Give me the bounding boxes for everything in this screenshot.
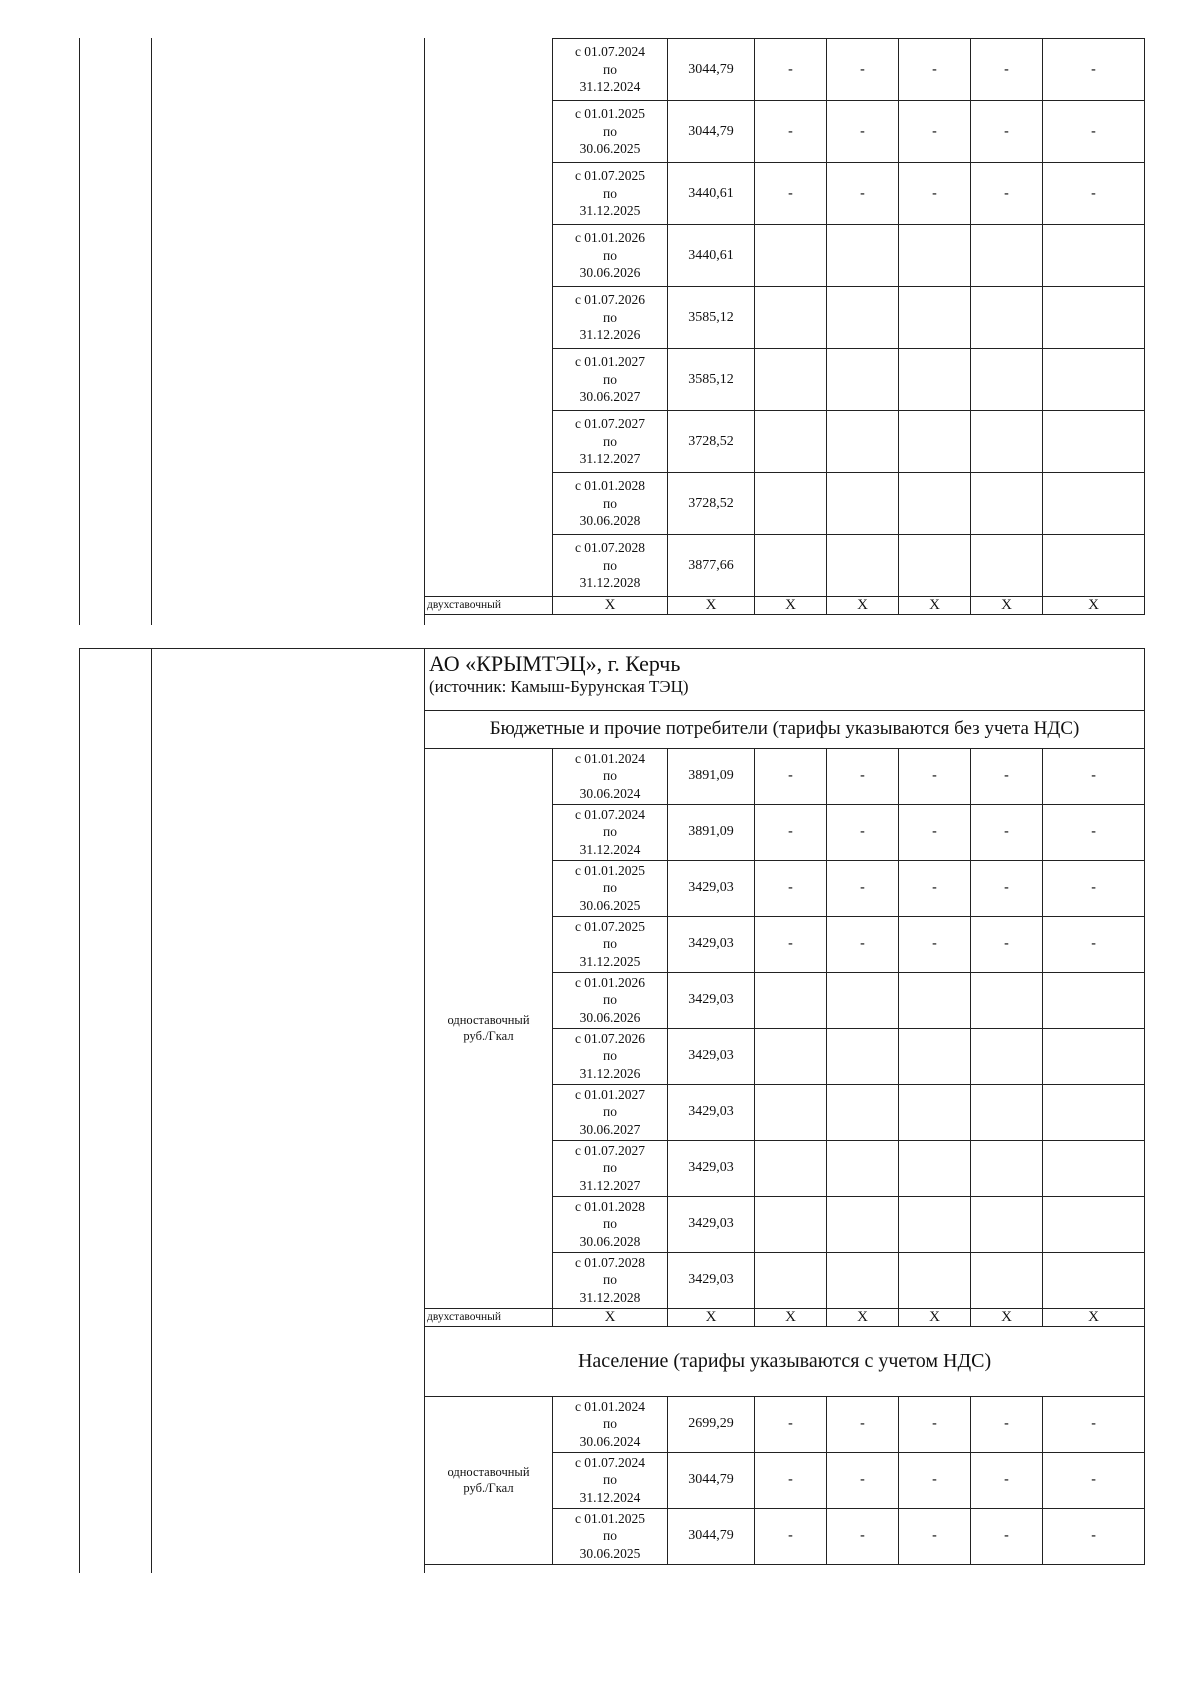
tariff-extra-cell: - <box>755 916 827 972</box>
period-po: по <box>603 824 617 840</box>
organization-header <box>425 648 1145 710</box>
period-cell <box>553 1028 668 1084</box>
rate-unit-label: руб./Гкал <box>463 1481 514 1495</box>
tariff-extra-cell: - <box>971 163 1043 225</box>
tariff-value: 3429,03 <box>668 916 755 972</box>
tariff-extra-cell: - <box>899 916 971 972</box>
period-from: с 01.01.2025 <box>574 106 646 122</box>
tariff-extra-cell <box>827 349 899 411</box>
tariff-extra-cell <box>1043 1252 1145 1308</box>
period-po: по <box>603 1216 617 1232</box>
period-po: по <box>603 557 617 573</box>
tariff-extra-cell <box>755 349 827 411</box>
tariff-extra-cell: - <box>1043 1452 1145 1508</box>
period-to: 31.12.2025 <box>579 203 641 219</box>
tariff-extra-cell <box>899 473 971 535</box>
period-to: 30.06.2028 <box>579 1233 641 1249</box>
x-cell: X <box>827 1308 899 1326</box>
tariff-value: 3429,03 <box>668 1196 755 1252</box>
tariff-extra-cell <box>755 1252 827 1308</box>
consumer-category-budget <box>425 710 1145 748</box>
period-po: по <box>603 1048 617 1064</box>
tariff-extra-cell: - <box>899 1508 971 1564</box>
column-border-1b <box>79 648 80 1573</box>
tariff-value: 3877,66 <box>668 535 755 597</box>
period-cell <box>553 535 668 597</box>
period-from: с 01.07.2027 <box>574 416 646 432</box>
period-from: с 01.01.2024 <box>574 750 646 766</box>
tariff-extra-cell <box>755 287 827 349</box>
period-from: с 01.07.2025 <box>574 168 646 184</box>
two-rate-label: двухставочный <box>425 1308 553 1326</box>
period-cell <box>553 287 668 349</box>
period-po: по <box>603 309 617 325</box>
x-cell: X <box>899 597 971 615</box>
period-po: по <box>603 1272 617 1288</box>
tariff-extra-cell <box>899 535 971 597</box>
tariff-extra-cell <box>971 972 1043 1028</box>
period-from: с 01.07.2028 <box>574 1254 646 1270</box>
tariff-extra-cell <box>755 1028 827 1084</box>
period-from: с 01.01.2027 <box>574 1086 646 1102</box>
tariff-extra-cell <box>827 287 899 349</box>
period-from: с 01.07.2026 <box>574 292 646 308</box>
tariff-extra-cell <box>899 1028 971 1084</box>
x-cell: X <box>553 1308 668 1326</box>
period-from: с 01.01.2024 <box>574 1398 646 1414</box>
tariff-extra-cell <box>971 411 1043 473</box>
tariff-extra-cell: - <box>755 1452 827 1508</box>
period-from: с 01.01.2027 <box>574 354 646 370</box>
tariff-extra-cell <box>971 1252 1043 1308</box>
period-to: 31.12.2025 <box>579 953 641 969</box>
tariff-extra-cell: - <box>971 804 1043 860</box>
period-cell <box>553 748 668 804</box>
period-po: по <box>603 123 617 139</box>
tariff-extra-cell <box>971 349 1043 411</box>
period-cell <box>553 163 668 225</box>
period-to: 30.06.2025 <box>579 1545 641 1561</box>
period-po: по <box>603 61 617 77</box>
period-po: по <box>603 936 617 952</box>
period-cell <box>553 916 668 972</box>
tariff-value: 3429,03 <box>668 972 755 1028</box>
tariff-value: 3728,52 <box>668 473 755 535</box>
tariff-value: 3429,03 <box>668 860 755 916</box>
tariff-row <box>425 1396 1145 1452</box>
x-cell: X <box>827 597 899 615</box>
organization-name: АО «КРЫМТЭЦ», г. Керчь <box>429 651 681 676</box>
tariff-extra-cell: - <box>755 39 827 101</box>
tariff-extra-cell <box>899 972 971 1028</box>
tariff-extra-cell: - <box>827 804 899 860</box>
x-cell: X <box>899 1308 971 1326</box>
period-to: 30.06.2027 <box>579 1121 641 1137</box>
period-po: по <box>603 1472 617 1488</box>
tariff-value: 3044,79 <box>668 39 755 101</box>
tariff-extra-cell <box>1043 225 1145 287</box>
period-cell <box>553 473 668 535</box>
tariff-extra-cell: - <box>899 1452 971 1508</box>
tariff-extra-cell: - <box>1043 916 1145 972</box>
period-to: 30.06.2024 <box>579 1433 641 1449</box>
x-cell: X <box>971 1308 1043 1326</box>
tariff-extra-cell <box>755 535 827 597</box>
period-cell <box>553 804 668 860</box>
tariff-extra-cell <box>899 349 971 411</box>
tariff-value: 3728,52 <box>668 411 755 473</box>
period-to: 31.12.2028 <box>579 1289 641 1305</box>
tariff-extra-cell <box>971 1140 1043 1196</box>
tariff-extra-cell <box>1043 473 1145 535</box>
period-to: 30.06.2024 <box>579 785 641 801</box>
period-cell <box>553 1196 668 1252</box>
tariff-value: 3891,09 <box>668 748 755 804</box>
tariff-value: 3891,09 <box>668 804 755 860</box>
tariff-extra-cell <box>971 287 1043 349</box>
tariff-extra-cell <box>899 1252 971 1308</box>
tariff-extra-cell: - <box>755 804 827 860</box>
period-cell <box>553 349 668 411</box>
tariff-value: 3440,61 <box>668 225 755 287</box>
x-cell: X <box>971 597 1043 615</box>
tariff-extra-cell <box>827 1252 899 1308</box>
tariff-extra-cell <box>899 1084 971 1140</box>
tariff-extra-cell <box>827 1028 899 1084</box>
rate-type-cell <box>425 1396 553 1564</box>
tariff-extra-cell <box>971 225 1043 287</box>
period-from: с 01.01.2025 <box>574 1510 646 1526</box>
tariff-extra-cell: - <box>899 860 971 916</box>
tariff-value: 3044,79 <box>668 1508 755 1564</box>
tariff-extra-cell <box>1043 1028 1145 1084</box>
tariff-value: 3585,12 <box>668 349 755 411</box>
period-po: по <box>603 1528 617 1544</box>
tariff-extra-cell <box>1043 411 1145 473</box>
two-rate-row <box>425 1308 1145 1326</box>
tariff-extra-cell <box>899 1196 971 1252</box>
period-po: по <box>603 1104 617 1120</box>
tariff-extra-cell: - <box>1043 163 1145 225</box>
tariff-table-krymtec <box>424 648 1145 1565</box>
tariff-extra-cell: - <box>971 39 1043 101</box>
tariff-value: 3585,12 <box>668 287 755 349</box>
tariff-extra-cell: - <box>827 163 899 225</box>
period-po: по <box>603 247 617 263</box>
period-to: 30.06.2025 <box>579 897 641 913</box>
tariff-value: 3429,03 <box>668 1028 755 1084</box>
period-from: с 01.07.2024 <box>574 1454 646 1470</box>
tariff-extra-cell: - <box>827 1452 899 1508</box>
period-to: 30.06.2025 <box>579 141 641 157</box>
tariff-extra-cell: - <box>755 748 827 804</box>
tariff-extra-cell: - <box>971 1508 1043 1564</box>
tariff-extra-cell <box>971 1084 1043 1140</box>
tariff-extra-cell: - <box>899 39 971 101</box>
tariff-extra-cell: - <box>1043 1396 1145 1452</box>
period-po: по <box>603 1416 617 1432</box>
tariff-value: 3044,79 <box>668 1452 755 1508</box>
tariff-extra-cell: - <box>899 804 971 860</box>
tariff-extra-cell: - <box>827 748 899 804</box>
tariff-extra-cell <box>755 411 827 473</box>
tariff-extra-cell: - <box>827 860 899 916</box>
tariff-value: 3429,03 <box>668 1140 755 1196</box>
x-cell: X <box>668 1308 755 1326</box>
period-from: с 01.01.2028 <box>574 1198 646 1214</box>
period-po: по <box>603 433 617 449</box>
tariff-extra-cell <box>755 1196 827 1252</box>
tariff-extra-cell: - <box>827 916 899 972</box>
tariff-extra-cell <box>755 473 827 535</box>
column-border-1 <box>79 38 80 625</box>
period-from: с 01.07.2026 <box>574 1030 646 1046</box>
two-rate-label: двухставочный <box>425 597 553 615</box>
tariff-value: 2699,29 <box>668 1396 755 1452</box>
period-to: 30.06.2026 <box>579 1009 641 1025</box>
column-border-2 <box>151 38 152 625</box>
period-from: с 01.07.2028 <box>574 540 646 556</box>
tariff-extra-cell <box>1043 972 1145 1028</box>
period-po: по <box>603 1160 617 1176</box>
x-cell: X <box>1043 597 1145 615</box>
period-po: по <box>603 371 617 387</box>
tariff-extra-cell: - <box>827 39 899 101</box>
two-rate-row <box>425 597 1145 615</box>
tariff-extra-cell <box>755 972 827 1028</box>
tariff-extra-cell: - <box>1043 101 1145 163</box>
tariff-extra-cell <box>899 411 971 473</box>
tariff-extra-cell: - <box>1043 1508 1145 1564</box>
organization-source: (источник: Камыш-Бурунская ТЭЦ) <box>429 677 689 696</box>
period-to: 31.12.2027 <box>579 1177 641 1193</box>
period-to: 31.12.2024 <box>579 841 641 857</box>
x-cell: X <box>553 597 668 615</box>
tariff-row <box>425 39 1145 101</box>
tariff-table-continued <box>424 38 1145 615</box>
tariff-value: 3429,03 <box>668 1252 755 1308</box>
tariff-value: 3440,61 <box>668 163 755 225</box>
tariff-extra-cell: - <box>899 748 971 804</box>
period-po: по <box>603 495 617 511</box>
tariff-extra-cell <box>827 473 899 535</box>
x-cell: X <box>668 597 755 615</box>
tariff-extra-cell <box>971 473 1043 535</box>
tariff-extra-cell: - <box>971 101 1043 163</box>
period-cell <box>553 860 668 916</box>
tariff-extra-cell <box>1043 1196 1145 1252</box>
period-cell <box>553 1084 668 1140</box>
rate-type-cell <box>425 39 553 597</box>
tariff-extra-cell <box>1043 287 1145 349</box>
period-cell <box>553 101 668 163</box>
tariff-extra-cell <box>755 1084 827 1140</box>
tariff-extra-cell: - <box>971 748 1043 804</box>
tariff-extra-cell: - <box>1043 860 1145 916</box>
period-from: с 01.07.2024 <box>574 806 646 822</box>
period-from: с 01.01.2026 <box>574 230 646 246</box>
period-po: по <box>603 185 617 201</box>
tariff-extra-cell: - <box>755 1396 827 1452</box>
period-po: по <box>603 768 617 784</box>
period-cell <box>553 1396 668 1452</box>
tariff-extra-cell <box>827 1084 899 1140</box>
tariff-extra-cell: - <box>971 1396 1043 1452</box>
period-po: по <box>603 992 617 1008</box>
period-to: 30.06.2026 <box>579 265 641 281</box>
period-to: 31.12.2027 <box>579 451 641 467</box>
tariff-extra-cell: - <box>755 101 827 163</box>
tariff-extra-cell: - <box>971 860 1043 916</box>
period-cell <box>553 1252 668 1308</box>
tariff-extra-cell <box>1043 1140 1145 1196</box>
period-from: с 01.07.2025 <box>574 918 646 934</box>
consumer-category-population-text: Население (тарифы указываются с учетом НДС) <box>577 1349 992 1372</box>
period-to: 30.06.2027 <box>579 389 641 405</box>
period-cell <box>553 225 668 287</box>
rate-type-cell <box>425 748 553 1308</box>
period-cell <box>553 1140 668 1196</box>
rate-type-label: одноставочный <box>447 1465 530 1479</box>
tariff-extra-cell <box>1043 535 1145 597</box>
period-cell <box>553 411 668 473</box>
tariff-extra-cell <box>1043 349 1145 411</box>
tariff-extra-cell: - <box>971 916 1043 972</box>
period-from: с 01.01.2028 <box>574 478 646 494</box>
period-from: с 01.01.2025 <box>574 862 646 878</box>
tariff-extra-cell <box>827 1196 899 1252</box>
rate-unit-label: руб./Гкал <box>463 1029 514 1043</box>
period-to: 31.12.2026 <box>579 1065 641 1081</box>
period-to: 31.12.2024 <box>579 1489 641 1505</box>
rate-type-label: одноставочный <box>447 1013 530 1027</box>
period-from: с 01.07.2027 <box>574 1142 646 1158</box>
period-to: 30.06.2028 <box>579 513 641 529</box>
period-cell <box>553 1452 668 1508</box>
tariff-extra-cell: - <box>827 101 899 163</box>
period-to: 31.12.2024 <box>579 79 641 95</box>
tariff-extra-cell: - <box>827 1396 899 1452</box>
tariff-extra-cell: - <box>755 163 827 225</box>
tariff-extra-cell: - <box>1043 804 1145 860</box>
tariff-extra-cell <box>827 535 899 597</box>
tariff-extra-cell <box>827 972 899 1028</box>
period-to: 31.12.2026 <box>579 327 641 343</box>
x-cell: X <box>1043 1308 1145 1326</box>
tariff-extra-cell: - <box>1043 39 1145 101</box>
period-from: с 01.01.2026 <box>574 974 646 990</box>
tariff-extra-cell <box>971 1028 1043 1084</box>
tariff-extra-cell <box>827 411 899 473</box>
tariff-extra-cell: - <box>899 101 971 163</box>
tariff-extra-cell: - <box>755 1508 827 1564</box>
tariff-extra-cell <box>899 1140 971 1196</box>
period-cell <box>553 972 668 1028</box>
tariff-extra-cell <box>755 225 827 287</box>
x-cell: X <box>755 597 827 615</box>
tariff-extra-cell: - <box>899 1396 971 1452</box>
tariff-value: 3044,79 <box>668 101 755 163</box>
tariff-extra-cell: - <box>827 1508 899 1564</box>
tariff-row <box>425 748 1145 804</box>
x-cell: X <box>755 1308 827 1326</box>
period-cell <box>553 1508 668 1564</box>
tariff-extra-cell <box>827 225 899 287</box>
tariff-extra-cell <box>755 1140 827 1196</box>
period-from: с 01.07.2024 <box>574 44 646 60</box>
tariff-extra-cell <box>971 535 1043 597</box>
tariff-extra-cell: - <box>1043 748 1145 804</box>
period-po: по <box>603 880 617 896</box>
consumer-category-population <box>425 1326 1145 1396</box>
tariff-extra-cell <box>899 225 971 287</box>
tariff-extra-cell <box>971 1196 1043 1252</box>
tariff-extra-cell: - <box>755 860 827 916</box>
tariff-extra-cell: - <box>971 1452 1043 1508</box>
tariff-extra-cell <box>899 287 971 349</box>
consumer-category-budget-text: Бюджетные и прочие потребители (тарифы указываются без учета НДС) <box>489 718 1080 739</box>
tariff-extra-cell <box>827 1140 899 1196</box>
tariff-extra-cell <box>1043 1084 1145 1140</box>
tariff-value: 3429,03 <box>668 1084 755 1140</box>
tariff-extra-cell: - <box>899 163 971 225</box>
column-border-2b <box>151 648 152 1573</box>
period-to: 31.12.2028 <box>579 575 641 591</box>
period-cell <box>553 39 668 101</box>
